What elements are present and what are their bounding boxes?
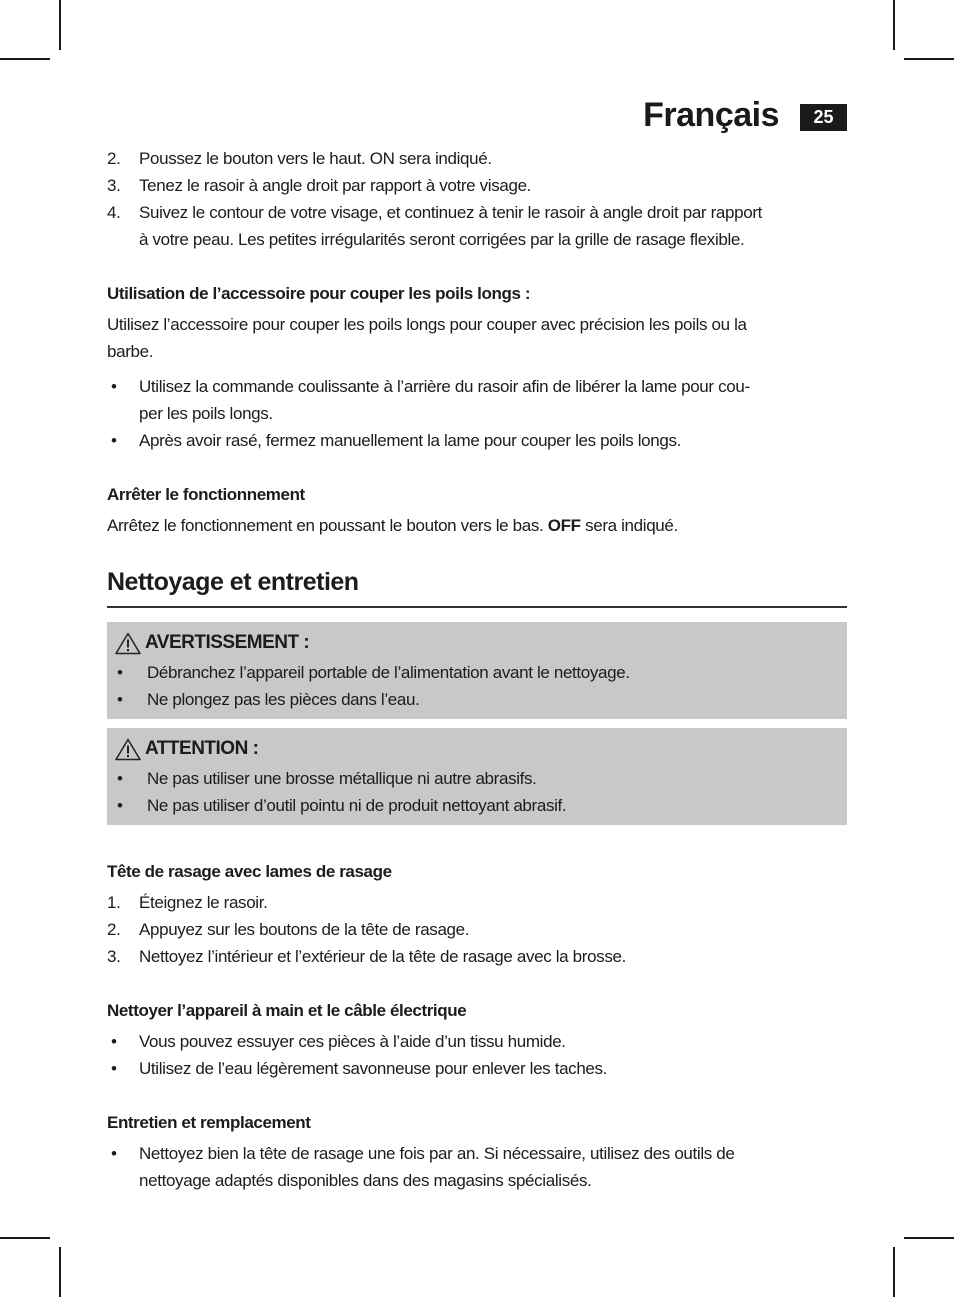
list-text: Utilisez de l’eau légèrement savonneuse pour enlever les taches. bbox=[139, 1059, 608, 1078]
page-language-title: Français bbox=[643, 96, 779, 134]
bullet: • bbox=[111, 1144, 117, 1163]
warning-triangle-icon bbox=[115, 738, 141, 761]
stop-heading: Arrêter le fonctionnement bbox=[107, 485, 305, 504]
list-item bbox=[107, 1055, 847, 1082]
crop-mark bbox=[893, 1247, 895, 1297]
maintenance-heading: Entretien et remplacement bbox=[107, 1113, 311, 1132]
caution-heading bbox=[107, 732, 847, 765]
stop-text: sera indiqué. bbox=[580, 516, 678, 535]
list-text: Vous pouvez essuyer ces pièces à l’aide d’un tissu humide. bbox=[139, 1032, 566, 1051]
list-item bbox=[107, 199, 847, 253]
list-number: 3. bbox=[107, 176, 121, 195]
long-hair-heading: Utilisation de l’accessoire pour couper les poils longs : bbox=[107, 284, 531, 303]
handheld-heading: Nettoyer l’appareil à main et le câble électrique bbox=[107, 1001, 467, 1020]
warning-heading-text: AVERTISSEMENT : bbox=[145, 632, 310, 653]
caution-heading-text: ATTENTION : bbox=[145, 738, 259, 759]
list-text: Poussez le bouton vers le haut. ON sera indiqué. bbox=[139, 149, 492, 168]
list-item bbox=[107, 1028, 847, 1055]
list-item bbox=[107, 765, 847, 792]
bullet: • bbox=[111, 431, 117, 450]
crop-mark bbox=[59, 1247, 61, 1297]
list-text: Ne pas utiliser une brosse métallique ni autre abrasifs. bbox=[147, 769, 537, 788]
list-text: Tenez le rasoir à angle droit par rapport à votre visage. bbox=[139, 176, 532, 195]
warning-heading bbox=[107, 626, 847, 659]
bullet: • bbox=[117, 769, 123, 788]
crop-mark bbox=[904, 58, 954, 60]
list-number: 2. bbox=[107, 920, 121, 939]
paragraph: barbe. bbox=[107, 342, 154, 361]
warning-box bbox=[107, 622, 847, 719]
list-number: 1. bbox=[107, 893, 121, 912]
list-text: Suivez le contour de votre visage, et continuez à tenir le rasoir à angle droit par rapport bbox=[139, 203, 763, 222]
crop-mark bbox=[893, 0, 895, 50]
bullet: • bbox=[111, 1059, 117, 1078]
list-text: Utilisez la commande coulissante à l’arrière du rasoir afin de libérer la lame pour cou- bbox=[139, 377, 750, 396]
crop-mark bbox=[904, 1237, 954, 1239]
list-number: 2. bbox=[107, 149, 121, 168]
section-title: Nettoyage et entretien bbox=[107, 564, 847, 608]
list-text: Ne pas utiliser d’outil pointu ni de produit nettoyant abrasif. bbox=[147, 796, 567, 815]
list-text: Nettoyez l’intérieur et l’extérieur de la tête de rasage avec la brosse. bbox=[139, 947, 626, 966]
shaving-head-heading: Tête de rasage avec lames de rasage bbox=[107, 862, 392, 881]
bullet: • bbox=[117, 690, 123, 709]
crop-mark bbox=[0, 1237, 50, 1239]
paragraph: Utilisez l’accessoire pour couper les poils longs pour couper avec précision les poils ou la bbox=[107, 315, 747, 334]
list-text: Appuyez sur les boutons de la tête de rasage. bbox=[139, 920, 470, 939]
list-text: nettoyage adaptés disponibles dans des magasins spécialisés. bbox=[139, 1171, 592, 1190]
list-item bbox=[107, 943, 847, 970]
list-text: Débranchez l’appareil portable de l’alimentation avant le nettoyage. bbox=[147, 663, 630, 682]
list-text: Nettoyez bien la tête de rasage une fois par an. Si nécessaire, utilisez des outils de bbox=[139, 1144, 735, 1163]
bullet: • bbox=[117, 663, 123, 682]
bullet: • bbox=[111, 1032, 117, 1051]
crop-mark bbox=[59, 0, 61, 50]
list-item bbox=[107, 889, 847, 916]
list-item bbox=[107, 686, 847, 713]
list-item bbox=[107, 792, 847, 819]
page-number-badge: 25 bbox=[800, 104, 847, 131]
list-item bbox=[107, 172, 847, 199]
bullet: • bbox=[111, 377, 117, 396]
warning-triangle-icon bbox=[115, 632, 141, 655]
list-text: Après avoir rasé, fermez manuellement la lame pour couper les poils longs. bbox=[139, 431, 681, 450]
stop-text: Arrêtez le fonctionnement en poussant le bouton vers le bas. bbox=[107, 516, 548, 535]
list-item bbox=[107, 427, 847, 454]
bullet: • bbox=[117, 796, 123, 815]
list-number: 4. bbox=[107, 203, 121, 222]
list-text: à votre peau. Les petites irrégularités seront corrigées par la grille de rasage flexible. bbox=[139, 230, 745, 249]
list-item bbox=[107, 916, 847, 943]
paragraph bbox=[107, 512, 847, 539]
crop-mark bbox=[0, 58, 50, 60]
list-item bbox=[107, 145, 847, 172]
list-item bbox=[107, 1140, 847, 1194]
list-text: Éteignez le rasoir. bbox=[139, 893, 268, 912]
list-text: per les poils longs. bbox=[139, 404, 273, 423]
off-label: OFF bbox=[547, 516, 581, 535]
list-number: 3. bbox=[107, 947, 121, 966]
caution-box bbox=[107, 728, 847, 825]
list-item bbox=[107, 373, 847, 427]
list-text: Ne plongez pas les pièces dans l’eau. bbox=[147, 690, 420, 709]
list-item bbox=[107, 659, 847, 686]
page-content bbox=[107, 145, 847, 1194]
